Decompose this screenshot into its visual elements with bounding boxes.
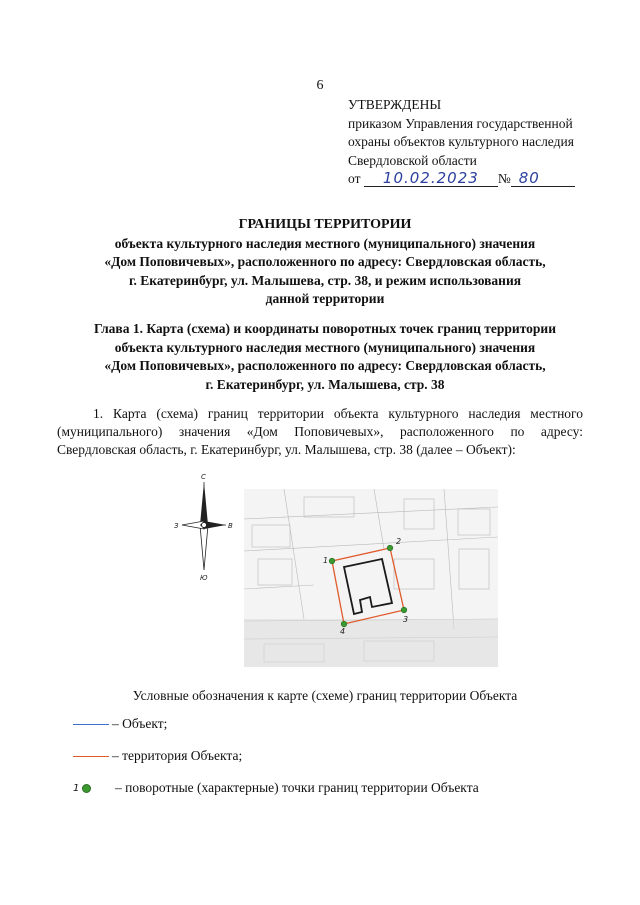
title-line: «Дом Поповичевых», расположенного по адресу: Свердловская область,: [104, 254, 546, 270]
chapter-heading: [60, 320, 590, 394]
approval-heading: УТВЕРЖДЕНЫ: [348, 97, 442, 112]
legend-object: [73, 716, 167, 732]
legend-points-text: – поворотные (характерные) точки границ территории Объекта: [115, 780, 479, 795]
point-marker-icon: [73, 783, 103, 794]
territory-map: [244, 489, 498, 667]
number-sign: №: [497, 171, 511, 186]
legend-territory-text: – территория Объекта;: [112, 748, 243, 763]
approval-date: 10.02.2023: [382, 169, 479, 187]
boundary-point: [401, 607, 407, 613]
compass-east-label: В: [228, 522, 233, 530]
date-prefix: от: [348, 171, 361, 186]
compass-rose-icon: [172, 470, 236, 582]
point-label-3: 3: [403, 615, 409, 624]
document-title: [60, 216, 590, 309]
paragraph-1: 1. Карта (схема) границ территории объекта культурного наследия местного (муниципального) значения «Дом Поповичевых», расположенного по адресу: Свердловская область, г. Екатеринбург, ул. Малышева, стр. 38 (далее – Объект):: [57, 406, 583, 457]
chapter-line: объекта культурного наследия местного (муниципального) значения: [114, 339, 536, 355]
object-line-icon: [73, 724, 109, 725]
boundary-point: [329, 558, 335, 564]
approval-line: приказом Управления государственной: [348, 115, 573, 131]
title-main: ГРАНИЦЫ ТЕРРИТОРИИ: [238, 217, 412, 232]
legend-territory: [73, 748, 242, 764]
chapter-line: Глава 1. Карта (схема) и координаты поворотных точек границ территории: [94, 321, 556, 336]
title-line: данной территории: [265, 291, 385, 307]
compass-west-label: З: [174, 522, 179, 530]
chapter-line: «Дом Поповичевых», расположенного по адресу: Свердловская область,: [104, 358, 546, 374]
title-line: объекта культурного наследия местного (муниципального) значения: [114, 235, 536, 251]
point-label-1: 1: [323, 556, 329, 565]
legend-point-number: 1: [73, 782, 80, 794]
boundary-point: [341, 621, 347, 627]
approval-line: Свердловской области: [348, 152, 477, 168]
approval-number: 80: [518, 169, 540, 187]
title-line: г. Екатеринбург, ул. Малышева, стр. 38, и режим использования: [128, 272, 522, 288]
boundary-point: [387, 545, 393, 551]
approval-stamp: [348, 96, 618, 189]
object-outline: [344, 559, 392, 614]
compass-north-label: С: [201, 473, 206, 481]
approval-date-line: [348, 170, 618, 189]
legend-points: [73, 780, 479, 796]
chapter-line: г. Екатеринбург, ул. Малышева, стр. 38: [205, 376, 445, 392]
compass-south-label: Ю: [200, 574, 208, 582]
point-label-4: 4: [340, 627, 346, 636]
street-area: [244, 619, 498, 667]
territory-boundary: [332, 548, 404, 624]
approval-line: охраны объектов культурного наследия: [348, 134, 574, 149]
legend-object-text: – Объект;: [112, 716, 168, 731]
page-number: 6: [316, 78, 324, 93]
point-label-2: 2: [396, 537, 402, 546]
legend-caption: Условные обозначения к карте (схеме) границ территории Объекта: [132, 688, 518, 703]
territory-line-icon: [73, 756, 109, 757]
